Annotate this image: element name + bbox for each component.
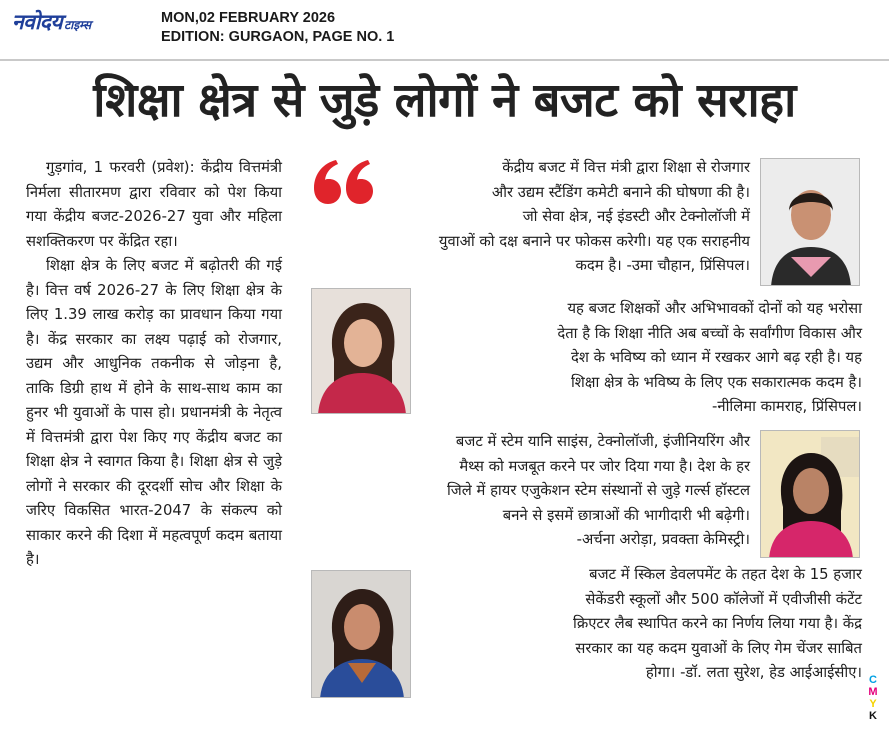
quote-lata-suresh [420, 563, 862, 686]
quote-line: देश के भविष्य को ध्यान में रखकर आगे बढ़ रही है। यह [570, 349, 862, 366]
portrait-icon [761, 159, 860, 286]
portrait-icon [761, 431, 860, 558]
quote-line: बनने से इसमें छात्राओं की भागीदारी भी बढ़ेगी। [502, 506, 750, 524]
quote-neelima-kamrah [420, 297, 862, 420]
quote-line: शिक्षा क्षेत्र के भविष्य के लिए एक सकारात्मक कदम है। [570, 373, 862, 391]
cmyk-c: C [869, 674, 877, 686]
portrait-icon [312, 289, 411, 414]
quote-line: युवाओं को दक्ष बनाने पर फोकस करेगी। यह एक सराहनीय [438, 232, 750, 250]
article-body [26, 156, 282, 573]
edition-meta [161, 9, 394, 47]
quote-archana-arora [320, 430, 750, 553]
portrait-photo-neelima-kamrah [311, 288, 411, 414]
portrait-photo-uma-chauhan [760, 158, 860, 286]
quote-line: केंद्रीय बजट में वित्त मंत्री द्वारा शिक्षा से रोजगार [502, 159, 750, 176]
quote-line: यह बजट शिक्षकों और अभिभावकों दोनों को यह भरोसा [567, 300, 862, 317]
portrait-photo-archana-arora [760, 430, 860, 558]
quote-line: बजट में स्किल डेवलपमेंट के तहत देश के 15 हजार [589, 566, 862, 583]
quote-line: होगा। -डॉ. लता सुरेश, हेड आईआईसीए। [645, 664, 862, 681]
cmyk-registration-marks [866, 674, 880, 722]
quote-line: -अर्चना अरोड़ा, प्रवक्ता केमिस्ट्री। [576, 531, 750, 548]
article-paragraph-1: गुड़गांव, 1 फरवरी (प्रवेश): केंद्रीय वित्तमंत्री निर्मला सीतारमण द्वारा रविवार को पेश किया गया केंद्रीय बजट-2026-27 युवा और महिला सशक्तिकरण पर केंद्रित रहा। [26, 159, 282, 250]
quote-line: जिले में हायर एजुकेशन स्टेम संस्थानों से जुड़े गर्ल्स हॉस्टल [446, 482, 750, 499]
cmyk-y: Y [869, 698, 877, 710]
quote-line: बजट में स्टेम यानि साइंस, टेक्नोलॉजी, इंजीनियरिंग और [455, 433, 750, 450]
portrait-icon [312, 571, 411, 698]
cmyk-m: M [868, 686, 878, 698]
quote-line: जो सेवा क्षेत्र, नई इंडस्टी और टेक्नोलॉजी में [522, 208, 750, 225]
article-paragraph-2: शिक्षा क्षेत्र के लिए बजट में बढ़ोतरी की गई है। वित्त वर्ष 2026-27 के लिए शिक्षा क्षेत्र के लिए 1.39 लाख करोड़ का प्रावधान किया गया है। केंद्र सरकार का लक्ष्य पढ़ाई को रोजगार, उद्यम और आधुनिक तकनीक से जोड़ना है, ताकि डिग्री हाथ में होने के साथ-साथ काम का हुनर भी युवाओं के पास हो। प्रधानमंत्री के नेतृत्व में वित्तमंत्री द्वारा पेश किए गए केंद्रीय बजट का शिक्षा क्षेत्र ने स्वागत किया है। शिक्षा क्षेत्र से जुड़े लोगों ने सरकार की दूरदर्शी सोच और शिक्षा के जरिए विकसित भारत-2047 के संकल्प को साकार करने की दिशा में महत्वपूर्ण कदम बताया है। [26, 257, 282, 568]
cmyk-k: K [869, 710, 877, 722]
date-line: MON,02 FEBRUARY 2026 [161, 10, 336, 26]
page-headline: शिक्षा क्षेत्र से जुड़े लोगों ने बजट को सराहा [93, 73, 796, 128]
quote-line: क्रिएटर लैब स्थापित करने का निर्णय लिया गया है। केंद्र [573, 615, 862, 632]
header-divider [0, 59, 889, 61]
quote-line: देता है कि शिक्षा नीति अब बच्चों के सर्वांगीण विकास और [557, 324, 862, 342]
quote-line: कदम है। -उमा चौहान, प्रिंसिपल। [575, 257, 750, 274]
quote-line: मैथ्स को मजबूत करने पर जोर दिया गया है। देश के हर [459, 457, 750, 475]
quote-line: सरकार का यह कदम युवाओं के लिए गेम चेंजर साबित [575, 639, 862, 657]
newspaper-logo [12, 8, 91, 38]
portrait-photo-lata-suresh [311, 570, 411, 698]
quote-mark-icon [306, 146, 376, 216]
logo-main-text: नवोदय [12, 10, 63, 34]
logo-sub-text: टाइम्स [64, 18, 92, 32]
quote-line: सेकेंडरी स्कूलों और 500 कॉलेजों में एवीजीसी कंटेंट [585, 590, 862, 608]
quote-line: -नीलिमा कामराह, प्रिंसिपल। [712, 398, 862, 415]
page-header [0, 0, 889, 56]
quote-line: और उद्यम स्टैंडिंग कमेटी बनाने की घोषणा की है। [491, 183, 750, 201]
quote-uma-chauhan [372, 156, 750, 279]
edition-line: EDITION: GURGAON, PAGE NO. 1 [161, 29, 395, 45]
